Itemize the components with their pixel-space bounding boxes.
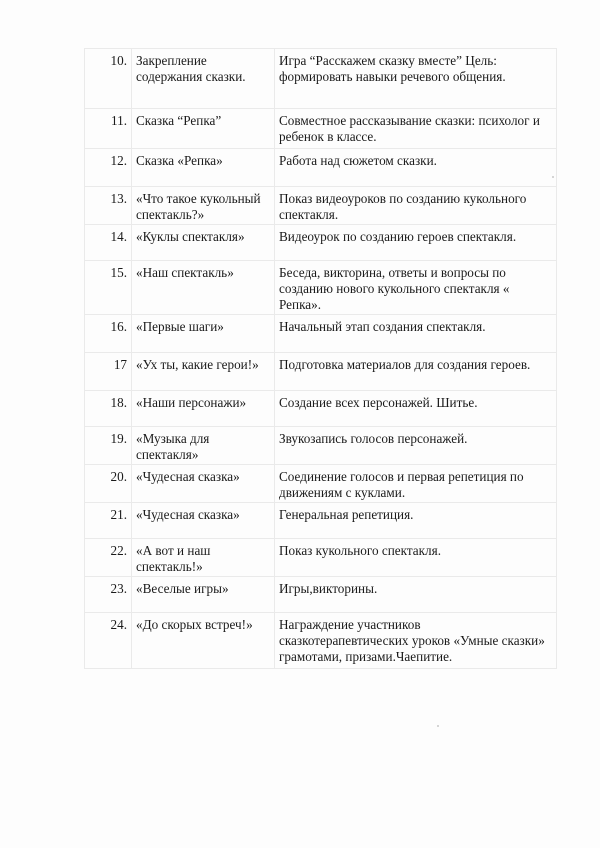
table-row [85, 109, 557, 149]
table-row [85, 391, 557, 427]
row-number: 11. [85, 109, 132, 149]
row-number: 24. [85, 613, 132, 669]
row-number: 14. [85, 225, 132, 261]
table-row [85, 503, 557, 539]
row-number: 23. [85, 577, 132, 613]
table-row [85, 539, 557, 577]
row-description: Совместное рассказывание сказки: психолог и ребенок в классе. [275, 109, 557, 149]
table-row [85, 225, 557, 261]
row-description: Беседа, викторина, ответы и вопросы по созданию нового кукольного спектакля « Репка». [275, 261, 557, 315]
table-row [85, 427, 557, 465]
row-topic: «Что такое кукольный спектакль?» [132, 187, 275, 225]
table-row [85, 187, 557, 225]
row-description: Показ кукольного спектакля. [275, 539, 557, 577]
row-number: 17 [85, 353, 132, 391]
scan-speck [552, 176, 554, 178]
row-number: 20. [85, 465, 132, 503]
row-description: Игра “Расскажем сказку вместе” Цель: формировать навыки речевого общения. [275, 49, 557, 109]
row-topic: «До скорых встреч!» [132, 613, 275, 669]
row-description: Соединение голосов и первая репетиция по движениям с куклами. [275, 465, 557, 503]
row-description: Генеральная репетиция. [275, 503, 557, 539]
table-row [85, 465, 557, 503]
table-row [85, 49, 557, 109]
row-number: 10. [85, 49, 132, 109]
row-description: Подготовка материалов для создания героев. [275, 353, 557, 391]
table-row [85, 149, 557, 187]
row-topic: «Чудесная сказка» [132, 503, 275, 539]
table-row [85, 613, 557, 669]
row-topic: «Первые шаги» [132, 315, 275, 353]
table-row [85, 577, 557, 613]
row-number: 16. [85, 315, 132, 353]
row-number: 22. [85, 539, 132, 577]
row-topic: Сказка “Репка” [132, 109, 275, 149]
lesson-plan-table [84, 48, 557, 669]
row-number: 18. [85, 391, 132, 427]
row-number: 21. [85, 503, 132, 539]
row-topic: «Музыка для спектакля» [132, 427, 275, 465]
row-topic: «Веселые игры» [132, 577, 275, 613]
row-topic: «Ух ты, какие герои!» [132, 353, 275, 391]
row-topic: Закрепление содержания сказки. [132, 49, 275, 109]
row-description: Создание всех персонажей. Шитье. [275, 391, 557, 427]
row-number: 13. [85, 187, 132, 225]
row-topic: «Наш спектакль» [132, 261, 275, 315]
row-topic: «Куклы спектакля» [132, 225, 275, 261]
row-description: Показ видеоуроков по созданию кукольного спектакля. [275, 187, 557, 225]
row-number: 19. [85, 427, 132, 465]
scan-speck [437, 725, 439, 727]
row-description: Игры,викторины. [275, 577, 557, 613]
row-topic: «Наши персонажи» [132, 391, 275, 427]
row-description: Награждение участников сказкотерапевтических уроков «Умные сказки» грамотами, призами.Чаепитие. [275, 613, 557, 669]
table-row [85, 353, 557, 391]
row-topic: Сказка «Репка» [132, 149, 275, 187]
row-description: Работа над сюжетом сказки. [275, 149, 557, 187]
table-row [85, 261, 557, 315]
row-description: Начальный этап создания спектакля. [275, 315, 557, 353]
row-number: 15. [85, 261, 132, 315]
row-description: Видеоурок по созданию героев спектакля. [275, 225, 557, 261]
row-description: Звукозапись голосов персонажей. [275, 427, 557, 465]
row-number: 12. [85, 149, 132, 187]
row-topic: «А вот и наш спектакль!» [132, 539, 275, 577]
row-topic: «Чудесная сказка» [132, 465, 275, 503]
table-row [85, 315, 557, 353]
